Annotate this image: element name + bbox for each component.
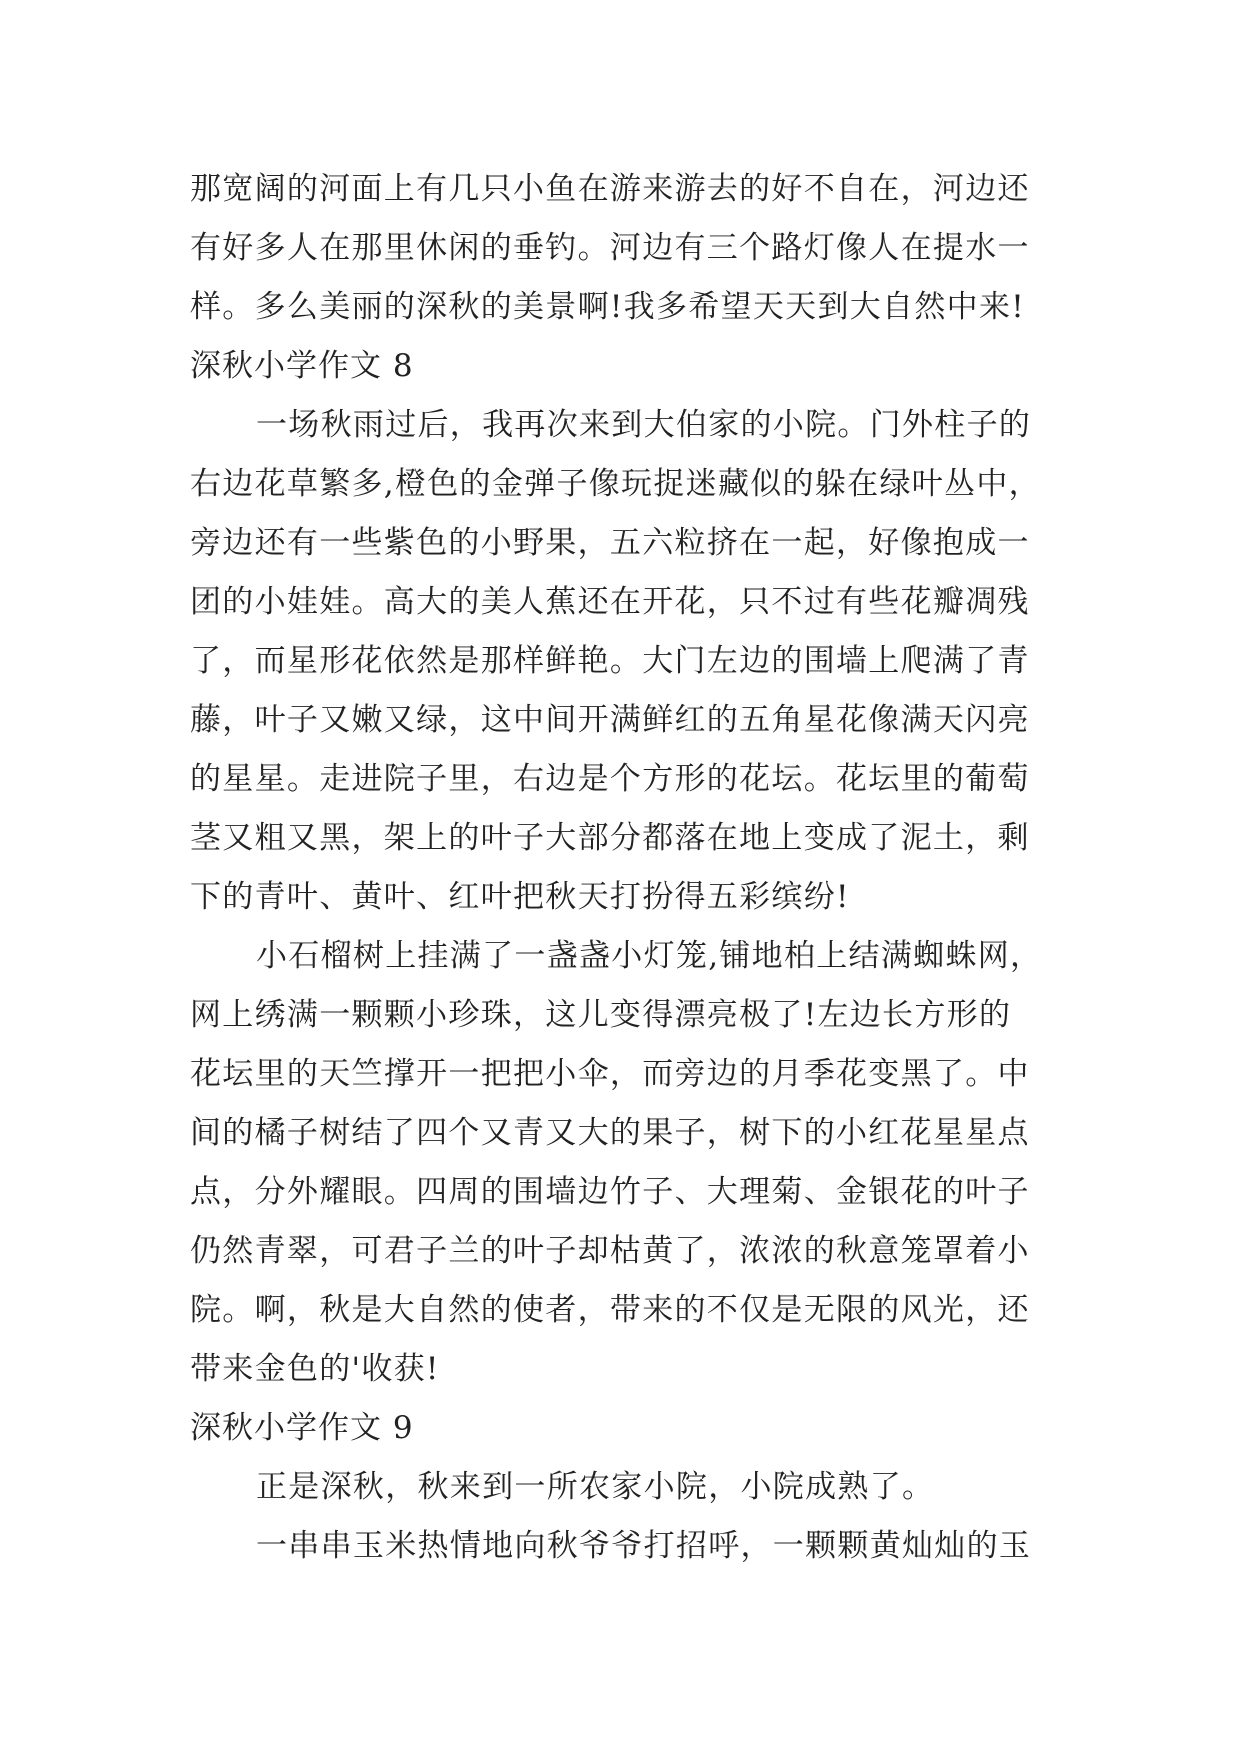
paragraph-line: 藤，叶子又嫩又绿，这中间开满鲜红的五角星花像满天闪亮 bbox=[190, 702, 1030, 738]
paragraph-line: 带来金色的'收获! bbox=[190, 1351, 440, 1387]
paragraph-line: 了，而星形花依然是那样鲜艳。大门左边的围墙上爬满了青 bbox=[190, 643, 1030, 679]
section-heading-8: 深秋小学作文 8 bbox=[190, 348, 414, 384]
paragraph-line: 一场秋雨过后，我再次来到大伯家的小院。门外柱子的 bbox=[256, 407, 1032, 443]
paragraph-line: 右边花草繁多,橙色的金弹子像玩捉迷藏似的躲在绿叶丛中， bbox=[190, 466, 1041, 502]
paragraph-line: 一串串玉米热情地向秋爷爷打招呼，一颗颗黄灿灿的玉 bbox=[256, 1528, 1032, 1564]
paragraph-line: 正是深秋，秋来到一所农家小院，小院成熟了。 bbox=[256, 1469, 935, 1505]
paragraph-line: 花坛里的天竺撑开一把把小伞，而旁边的月季花变黑了。中 bbox=[190, 1056, 1030, 1092]
paragraph-line: 小石榴树上挂满了一盏盏小灯笼,铺地柏上结满蜘蛛网， bbox=[256, 938, 1043, 974]
paragraph-line: 的星星。走进院子里，右边是个方形的花坛。花坛里的葡萄 bbox=[190, 761, 1030, 797]
paragraph-line: 那宽阔的河面上有几只小鱼在游来游去的好不自在，河边还 bbox=[190, 171, 1030, 207]
paragraph-line: 院。啊，秋是大自然的使者，带来的不仅是无限的风光，还 bbox=[190, 1292, 1030, 1328]
paragraph-line: 样。多么美丽的深秋的美景啊!我多希望天天到大自然中来! bbox=[190, 289, 1026, 325]
section-heading-9: 深秋小学作文 9 bbox=[190, 1410, 414, 1446]
paragraph-line: 旁边还有一些紫色的小野果，五六粒挤在一起，好像抱成一 bbox=[190, 525, 1030, 561]
paragraph-line: 团的小娃娃。高大的美人蕉还在开花，只不过有些花瓣凋残 bbox=[190, 584, 1030, 620]
paragraph-line: 茎又粗又黑，架上的叶子大部分都落在地上变成了泥土，剩 bbox=[190, 820, 1030, 856]
document-page bbox=[190, 160, 1050, 1576]
paragraph-line: 下的青叶、黄叶、红叶把秋天打扮得五彩缤纷! bbox=[190, 879, 850, 915]
paragraph-line: 点，分外耀眼。四周的围墙边竹子、大理菊、金银花的叶子 bbox=[190, 1174, 1030, 1210]
paragraph-line: 有好多人在那里休闲的垂钓。河边有三个路灯像人在提水一 bbox=[190, 230, 1030, 266]
paragraph-line: 网上绣满一颗颗小珍珠，这儿变得漂亮极了!左边长方形的 bbox=[190, 997, 1012, 1033]
paragraph-line: 仍然青翠，可君子兰的叶子却枯黄了，浓浓的秋意笼罩着小 bbox=[190, 1233, 1030, 1269]
paragraph-line: 间的橘子树结了四个又青又大的果子，树下的小红花星星点 bbox=[190, 1115, 1030, 1151]
